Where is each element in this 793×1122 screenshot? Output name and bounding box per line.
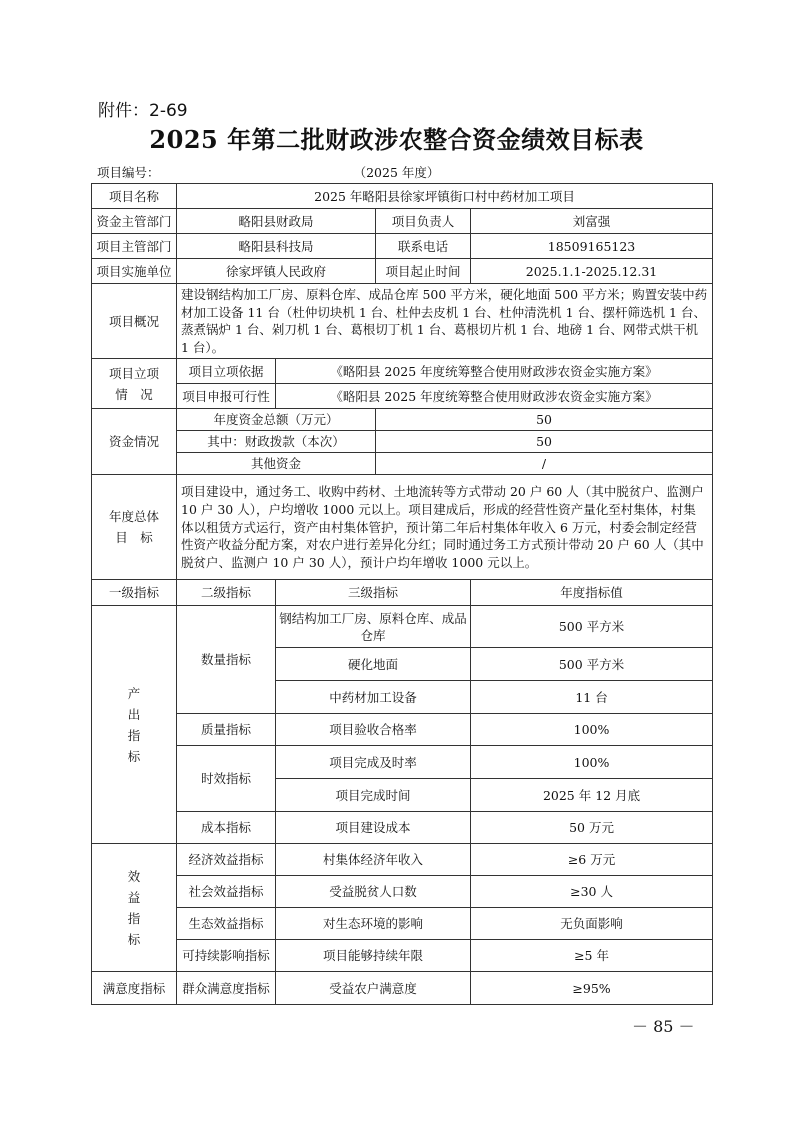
q3-item: 中药材加工设备 <box>276 681 471 714</box>
overview-value: 建设钢结构加工厂房、原料仓库、成品仓库 500 平方米，硬化地面 500 平方米；购置安装中药材加工设备 11 台（杜仲切块机 1 台、杜仲去皮机 1 台、杜仲清洗机 1 台、摆杆筛选机 1 台、蒸煮锅炉 1 台、剁刀机 1 台、葛根切丁机 1 台、葛根切片机 1 台、地磅 1 台、网带式烘干机 1 台）。 <box>177 284 713 359</box>
table-row <box>92 475 713 580</box>
fund-dept-value: 略阳县财政局 <box>177 209 376 234</box>
q2-value: 500 平方米 <box>471 648 713 681</box>
q1-item: 钢结构加工厂房、原料仓库、成品仓库 <box>276 606 471 648</box>
q3-value: 11 台 <box>471 681 713 714</box>
econ-indicator-label: 经济效益指标 <box>177 844 276 876</box>
feasibility-label: 项目申报可行性 <box>177 384 276 409</box>
table-row <box>92 746 713 779</box>
table-row <box>92 284 713 359</box>
sustain-value: ≥5 年 <box>471 940 713 972</box>
q1-value: 500 平方米 <box>471 606 713 648</box>
output-char: 产 <box>127 685 141 701</box>
page-number: － 85 － <box>632 1017 695 1036</box>
output-char: 出 <box>127 706 141 722</box>
econ-item: 村集体经济年收入 <box>276 844 471 876</box>
table-row <box>92 384 713 409</box>
approval-label-line2: 情 况 <box>115 386 153 402</box>
satisfaction-item: 受益农户满意度 <box>276 972 471 1005</box>
table-row <box>92 259 713 284</box>
project-number-label: 项目编号： <box>97 165 160 180</box>
table-row <box>92 972 713 1005</box>
satisfaction-sub-label: 群众满意度指标 <box>177 972 276 1005</box>
table-row <box>92 876 713 908</box>
funds-other-label: 其他资金 <box>177 453 376 475</box>
attachment-number: 附件：2-69 <box>98 101 188 121</box>
eco-item: 对生态环境的影响 <box>276 908 471 940</box>
quality-indicator-label: 质量指标 <box>177 714 276 746</box>
satisfaction-indicator-label: 满意度指标 <box>92 972 177 1005</box>
output-char: 标 <box>127 748 141 764</box>
benefit-indicator-label <box>92 844 177 972</box>
table-row <box>92 714 713 746</box>
quality-item: 项目验收合格率 <box>276 714 471 746</box>
t1-value: 100% <box>471 746 713 779</box>
header-level2: 二级指标 <box>177 580 276 606</box>
annual-goal-label-line1: 年度总体 <box>108 509 159 525</box>
project-name-label: 项目名称 <box>92 184 177 209</box>
funds-fiscal-value: 50 <box>376 431 713 453</box>
project-name-value: 2025 年略阳县徐家坪镇街口村中药材加工项目 <box>177 184 713 209</box>
year-label: （2025 年度） <box>353 165 440 180</box>
t1-item: 项目完成及时率 <box>276 746 471 779</box>
feasibility-value: 《略阳县 2025 年度统筹整合使用财政涉农资金实施方案》 <box>276 384 713 409</box>
impl-unit-label: 项目实施单位 <box>92 259 177 284</box>
funds-other-value: / <box>376 453 713 475</box>
phone-label: 联系电话 <box>376 234 471 259</box>
annual-goal-value: 项目建设中，通过务工、收购中药材、土地流转等方式带动 20 户 60 人（其中脱贫户、监测户 10 户 30 人），户均增收 1000 元以上。项目建成后，形成的经营性资产量化至村集体，村集体以租赁方式运行，资产由村集体管护，预计第二年后村集体年收入 6 万元，村委会制定经营性资产收益分配方案，对农户进行差异化分红；同时通过务工方式预计带动 20 户 60 人（其中脱贫户、监测户 10 户 30 人），预计户均年增收 1000 元以上。 <box>177 475 713 580</box>
output-char: 指 <box>127 727 141 743</box>
timeliness-indicator-label: 时效指标 <box>177 746 276 812</box>
annual-goal-label <box>92 475 177 580</box>
header-value: 年度指标值 <box>471 580 713 606</box>
t2-value: 2025 年 12 月底 <box>471 779 713 812</box>
impl-unit-value: 徐家坪镇人民政府 <box>177 259 376 284</box>
performance-table <box>91 183 713 1005</box>
table-row <box>92 908 713 940</box>
phone-value: 18509165123 <box>471 234 713 259</box>
eco-value: 无负面影响 <box>471 908 713 940</box>
t2-item: 项目完成时间 <box>276 779 471 812</box>
social-value: ≥30 人 <box>471 876 713 908</box>
approval-label <box>92 359 177 409</box>
benefit-char: 益 <box>127 889 141 905</box>
fund-dept-label: 资金主管部门 <box>92 209 177 234</box>
cost-indicator-label: 成本指标 <box>177 812 276 844</box>
table-row <box>92 234 713 259</box>
cost-value: 50 万元 <box>471 812 713 844</box>
leader-label: 项目负责人 <box>376 209 471 234</box>
overview-label: 项目概况 <box>92 284 177 359</box>
approval-label-line1: 项目立项 <box>108 365 159 381</box>
benefit-char: 指 <box>127 910 141 926</box>
econ-value: ≥6 万元 <box>471 844 713 876</box>
table-row <box>92 606 713 648</box>
output-indicator-label <box>92 606 177 844</box>
table-row <box>92 812 713 844</box>
table-row <box>92 453 713 475</box>
annual-goal-label-line2: 目 标 <box>115 530 153 546</box>
satisfaction-value: ≥95% <box>471 972 713 1005</box>
funds-total-value: 50 <box>376 409 713 431</box>
leader-value: 刘富强 <box>471 209 713 234</box>
project-dept-label: 项目主管部门 <box>92 234 177 259</box>
social-indicator-label: 社会效益指标 <box>177 876 276 908</box>
table-row <box>92 359 713 384</box>
quantity-indicator-label: 数量指标 <box>177 606 276 714</box>
benefit-char: 效 <box>127 868 141 884</box>
funds-fiscal-label: 其中：财政拨款（本次） <box>177 431 376 453</box>
basis-value: 《略阳县 2025 年度统筹整合使用财政涉农资金实施方案》 <box>276 359 713 384</box>
funds-label: 资金情况 <box>92 409 177 475</box>
table-row <box>92 940 713 972</box>
table-row <box>92 184 713 209</box>
social-item: 受益脱贫人口数 <box>276 876 471 908</box>
table-row <box>92 844 713 876</box>
table-row <box>92 431 713 453</box>
period-value: 2025.1.1-2025.12.31 <box>471 259 713 284</box>
eco-indicator-label: 生态效益指标 <box>177 908 276 940</box>
funds-total-label: 年度资金总额（万元） <box>177 409 376 431</box>
page-title: 2025 年第二批财政涉农整合资金绩效目标表 <box>149 125 644 154</box>
project-dept-value: 略阳县科技局 <box>177 234 376 259</box>
quality-value: 100% <box>471 714 713 746</box>
q2-item: 硬化地面 <box>276 648 471 681</box>
period-label: 项目起止时间 <box>376 259 471 284</box>
table-row <box>92 209 713 234</box>
sustain-indicator-label: 可持续影响指标 <box>177 940 276 972</box>
header-level1: 一级指标 <box>92 580 177 606</box>
header-level3: 三级指标 <box>276 580 471 606</box>
benefit-char: 标 <box>127 931 141 947</box>
cost-item: 项目建设成本 <box>276 812 471 844</box>
indicator-header-row <box>92 580 713 606</box>
sustain-item: 项目能够持续年限 <box>276 940 471 972</box>
basis-label: 项目立项依据 <box>177 359 276 384</box>
table-row <box>92 409 713 431</box>
